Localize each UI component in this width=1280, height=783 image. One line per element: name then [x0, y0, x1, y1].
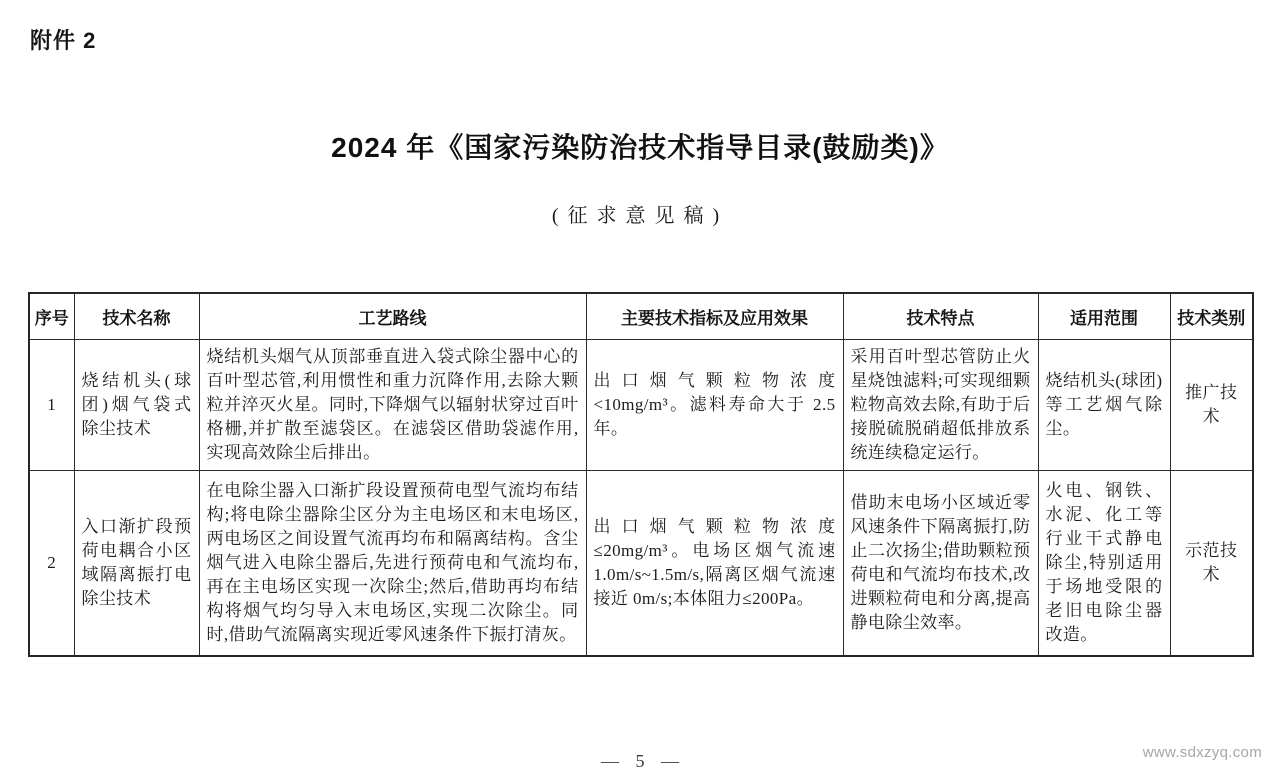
cell-scope: 烧结机头(球团)等工艺烟气除尘。	[1038, 339, 1170, 470]
table-row	[29, 470, 1253, 656]
cell-scope: 火电、钢铁、水泥、化工等行业干式静电除尘,特别适用于场地受限的老旧电除尘器改造。	[1038, 470, 1170, 656]
cell-category: 示范技术	[1170, 470, 1253, 656]
column-header-features: 技术特点	[843, 293, 1038, 339]
page-subtitle: (征求意见稿)	[551, 205, 729, 227]
column-header-tech-name: 技术名称	[74, 293, 199, 339]
cell-seq: 1	[29, 339, 74, 470]
column-header-scope: 适用范围	[1038, 293, 1170, 339]
cell-features: 采用百叶型芯管防止火星烧蚀滤料;可实现细颗粒物高效去除,有助于后接脱硫脱硝超低排放系统连续稳定运行。	[843, 339, 1038, 470]
column-header-indicators: 主要技术指标及应用效果	[586, 293, 843, 339]
cell-process-route: 烧结机头烟气从顶部垂直进入袋式除尘器中心的百叶型芯管,利用惯性和重力沉降作用,去除大颗粒并淬灭火星。同时,下降烟气以辐射状穿过百叶格栅,并扩散至滤袋区。在滤袋区借助袋滤作用,实现高效除尘后排出。	[199, 339, 586, 470]
cell-indicators: 出口烟气颗粒物浓度<10mg/m³。滤料寿命大于 2.5 年。	[586, 339, 843, 470]
page-number: — 5 —	[601, 751, 679, 771]
column-header-process: 工艺路线	[199, 293, 586, 339]
cell-features: 借助末电场小区域近零风速条件下隔离振打,防止二次扬尘;借助颗粒预荷电和气流均布技术,改进颗粒荷电和分离,提高静电除尘效率。	[843, 470, 1038, 656]
cell-tech-name: 烧结机头(球团)烟气袋式除尘技术	[74, 339, 199, 470]
table-row	[29, 339, 1253, 470]
table-header-row	[29, 293, 1253, 339]
column-header-seq: 序号	[29, 293, 74, 339]
watermark-text: www.sdxzyq.com	[1142, 744, 1262, 761]
cell-indicators: 出口烟气颗粒物浓度≤20mg/m³。电场区烟气流速 1.0m/s~1.5m/s,隔离区烟气流速接近 0m/s;本体阻力≤200Pa。	[586, 470, 843, 656]
attachment-label: 附件 2	[30, 28, 97, 53]
column-header-category: 技术类别	[1170, 293, 1253, 339]
technology-catalog-table	[28, 292, 1254, 657]
cell-tech-name: 入口渐扩段预荷电耦合小区域隔离振打电除尘技术	[74, 470, 199, 656]
cell-category: 推广技术	[1170, 339, 1253, 470]
cell-seq: 2	[29, 470, 74, 656]
cell-process-route: 在电除尘器入口渐扩段设置预荷电型气流均布结构;将电除尘器除尘区分为主电场区和末电场区,两电场区之间设置气流再均布和隔离结构。含尘烟气进入电除尘器后,先进行预荷电和气流均布,再在主电场区实现一次除尘;然后,借助再均布结构将烟气均匀导入末电场区,实现二次除尘。同时,借助气流隔离实现近零风速条件下振打清灰。	[199, 470, 586, 656]
page-title: 2024 年《国家污染防治技术指导目录(鼓励类)》	[331, 132, 949, 163]
